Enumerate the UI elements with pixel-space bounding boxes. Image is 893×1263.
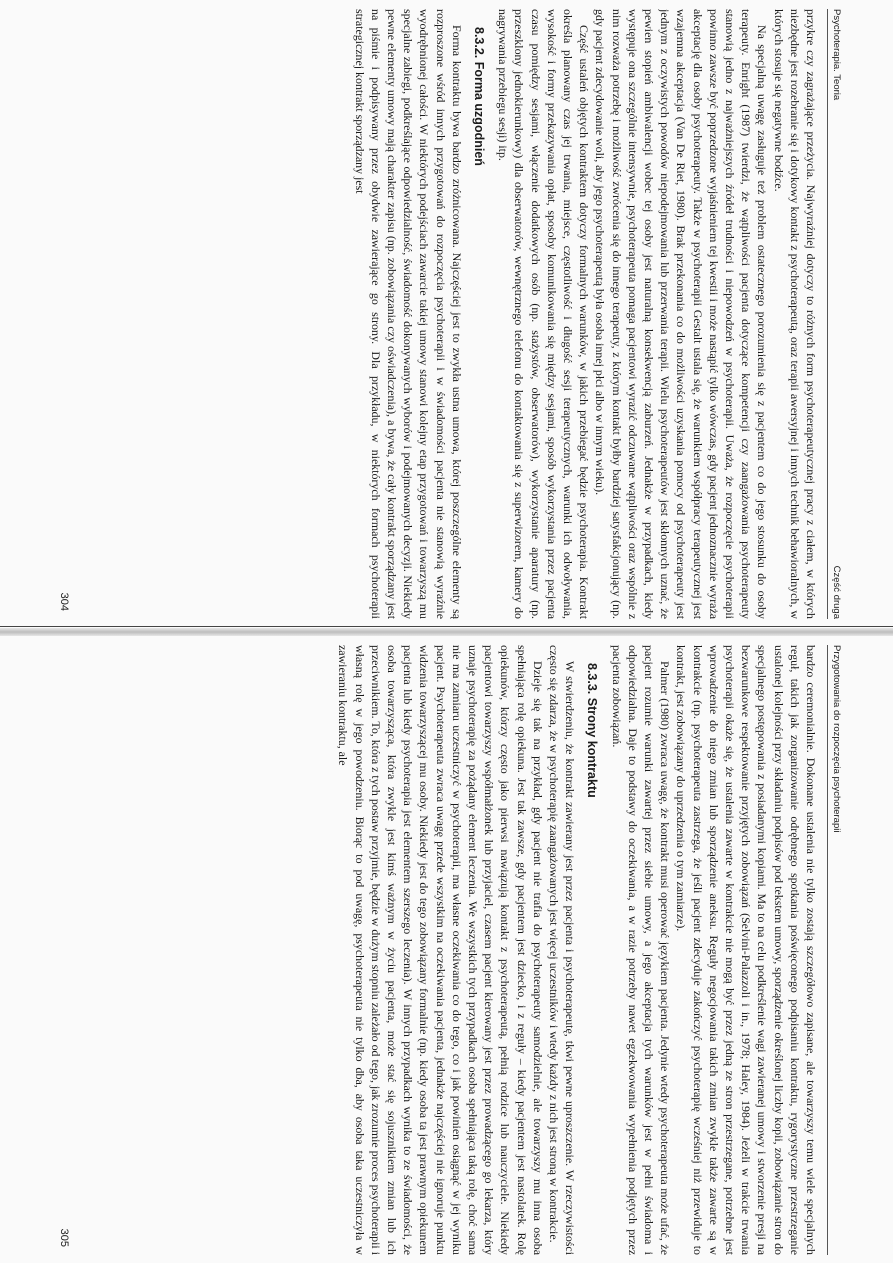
header-left-text: Psychoterapia. Teoria <box>830 9 842 101</box>
paragraph: Forma kontraktu bywa bardzo zróżnicowana. Najczęściej jest to zwykła ustna umowa, której poszczególne elementy są rozproszone wśród innych przygotowań do rozpoczęcia psychoterapii i w świadomości pacjenta nie stanowią wyraźnie wyodrębnionej całości. W niektórych podejściach zawarcie takiej umowy stanowi kolejny etap przygotowań i towarzyszą mu specjalne zabiegi, podkreślające odpowiedzialność, świadomość dokonywanych wyborów i podejmowanych decyzji. Niekiedy pewne elementy umowy mają charakter zapisu (np. zobowiązania czy oświadczenia), a bywa, że cały kontrakt sporządzany jest na piśmie i podpisywany przez obydwie zawierające go strony. Dla przykładu, w niektórych formach psychoterapii strategicznej kontrakt sporządzany jest <box>352 9 464 619</box>
paragraph: przykre czy zagrażające przeżycia. Najwyraźniej dotyczy to różnych form psychoterapeutycznej pracy z ciałem, w których niezbędne jest rozebranie się i dotykowy kontakt z psychoterapeutą, oraz terapii awersyjnej i innych technik behawioralnych, w których stosuje się negatywne bodźce. <box>771 9 818 619</box>
rotated-page-content <box>52 645 842 1255</box>
left-book-page <box>0 0 893 628</box>
section-heading: 8.3.3. Strony kontraktu <box>584 663 599 798</box>
header-left-text: Przygotowania do rozpoczęcia psychoterapii <box>830 645 842 833</box>
book-spine <box>0 628 893 636</box>
paragraph: bardzo ceremonialnie. Dokonane ustalenia nie tylko zostają szczegółowo zapisane, ale towarzyszy temu wiele specjalnych reguł, takich jak zorganizowanie odrębnego spotkania poświęconego podpisaniu kontraktu, rygorystyczne przestrzeganie ustalonej kolejności przy składaniu podpisów pod tekstem umowy, sporządzenie określonej liczby kopii, zobowiązanie stron do specjalnego postępowania z posiadanymi kopiami. Ma to na celu podkreślenie wagi zawieranej umowy i stworzenie presji na bezwarunkowe respektowanie przyjętych zobowiązań (Selvini-Palazzoli i in., 1978; Haley, 1984). Jeżeli w trakcie trwania psychoterapii okaże się, że ustalenia zawarte w kontrakcie nie mogą być przez jedną ze stron przestrzegane, potrzebne jest wprowadzenie do niego zmian lub sporządzenie aneksu. Reguły negocjowania takich zmian zwykle także zawarte są w kontrakcie (np. psychoterapeuta zastrzega, że jeśli pacjent zdecyduje zakończyć psychoterapię wcześniej niż przewiduje to kontrakt, jest zobowiązany do uprzedzenia o tym zamiarze). <box>673 645 818 1255</box>
page-number: 304 <box>57 592 70 611</box>
section-heading: 8.3.2. Forma uzgodnień <box>471 27 486 166</box>
page-body <box>351 9 819 619</box>
paragraph: Część ustaleń objętych kontraktem dotyczy formalnych warunków, w jakich przebiegać będzie psychoterapia. Kontrakt określa planowany czas jej trwania, miejsce, częstotliwość i długość sesji terapeutycznych, warunki ich odwoływania, wysokość i formy przekazywania opłat, sposoby komunikowania się między sesjami, sposób wykorzystania przez pacjenta czasu pomiędzy sesjami, włączenie dodatkowych osób (np. stażystów, obserwatorów), wykorzystanie aparatury (np. przeszklony jednokierunkowy) dla obserwatorów, wewnętrznego telefonu do kontaktowania się z superwizorem, kamery do nagrywania przebiegu sesji) itp. <box>495 9 591 619</box>
page-body <box>335 645 819 1255</box>
header-right-text: Część druga <box>830 565 842 619</box>
rotated-page-content <box>52 9 842 619</box>
paragraph: W stwierdzeniu, że kontrakt zawierany jest przez pacjenta i psychoterapeutę, tkwi pewne uproszczenie. W rzeczywistości często się zdarza, że w psychoterapię zaangażowanych jest więcej uczestników i wtedy każdy z nich jest stroną w kontrakcie. <box>546 645 577 1255</box>
paragraph: Dzieje się tak na przykład, gdy pacjent nie trafia do psychoterapeuty samodzielnie, ale towarzyszy mu inna osoba spełniająca rolę opiekuna. Jest tak zawsze, gdy pacjentem jest dziecko, i z reguły – kiedy pacjentem jest nastolatek. Rolę opiekunów, którzy często jako pierwsi nawiązują kontakt z psychoterapeutą, pełnią rodzice lub nauczyciele. Niekiedy pacjentowi towarzyszy współmałżonek lub przyjaciel, czasem pacjent kierowany jest przez prowadzącego go lekarza, który uznaje psychoterapię za pożądany element leczenia. We wszystkich tych przypadkach osoba spełniająca taką rolę, choć sama nie ma zamiaru uczestniczyć w psychoterapii, ma własne oczekiwania co do tego, co i jak powinien osiągnąć w jej wyniku pacjent. Psychoterapeuta zwraca uwagę przede wszystkim na oczekiwania pacjenta, jednakże najczęściej nie ignoruje punktu widzenia towarzyszącej mu osoby. Niekiedy jest do tego zobowiązany formalnie (np. kiedy osoba ta jest prawnym opiekunem pacjenta lub kiedy psychoterapia jest elementem szerszego leczenia). W innych przypadkach wynika to ze świadomości, że osoba towarzysząca, która zwykle jest kimś ważnym w życiu pacjenta, może stać się sojusznikiem zmian lub ich przeciwnikiem. To, która z tych postaw przyjmie, będzie w dużym stopniu zależało od tego, jak zrozumie proces psychoterapii i własną rolę w jego powodzeniu. Biorąc to pod uwagę, psychoterapeuta nie tylko dba, aby osoba taka uczestniczyła w zawieraniu kontraktu, ale <box>335 645 545 1255</box>
page-edge-line <box>0 626 893 627</box>
paragraph: Palmer (1980) zwraca uwagę, że kontrakt musi operować językiem pacjenta. Jedynie wtedy psychoterapeuta może ufać, że pacjent rozumie warunki zawartej przez siebie umowy, a jego akceptacja tych warunków jest w pełni świadoma i odpowiedzialna. Daje to podstawy do oczekiwania, a w razie potrzeby nawet egzekwowania wypełnienia podjętych przez pacjenta zobowiązań. <box>609 645 672 1255</box>
running-header <box>827 645 842 1255</box>
paragraph: Na specjalną uwagę zasługuje też problem ostatecznego porozumienia się z pacjentem co do jego stosunku do osoby terapeuty. Enright (1987) twierdzi, że wątpliwości pacjenta dotyczące kompetencji czy zaangażowania psychoterapeuty stanowią jedno z najważniejszych źródeł trudności i niepowodzeń w psychoterapii. Uważa, że rozpoczęcie psychoterapii powinno zawsze być poprzedzone wyjaśnieniem tej kwestii i może nastąpić tylko wówczas, gdy pacjent jednoznacznie wyraża akceptację dla osoby psychoterapeuty. Także w psychoterapii Gestalt ustala się, że warunkiem współpracy terapeutycznej jest wzajemna akceptacja (Van De Riet, 1980). Brak przekonania co do możliwości uzyskania pomocy od psychoterapeuty jest jednym z oczywistych powodów niepodejmowania lub przerwania terapii. Wielu psychoterapeutów jest skłonnych uznać, że pewien stopień ambiwalencji wobec tej osoby jest naturalną konsekwencją zaburzeń. Jednakże w przypadkach, kiedy występuje ona szczególnie intensywnie, psychoterapeuta pomaga pacjentowi wyrazić odczuwane wątpliwości oraz wspólnie z nim rozważa potrzebę i możliwość zwrócenia się do innego terapeuty, z którym kontakt byłby bardziej satysfakcjonujący (np. gdy pacjent zdecydowanie woli, aby jego psychoterapeutą była osoba innej płci albo w innym wieku). <box>592 9 769 619</box>
page-number: 305 <box>57 1228 70 1247</box>
running-header <box>827 9 842 619</box>
right-book-page <box>0 636 893 1263</box>
